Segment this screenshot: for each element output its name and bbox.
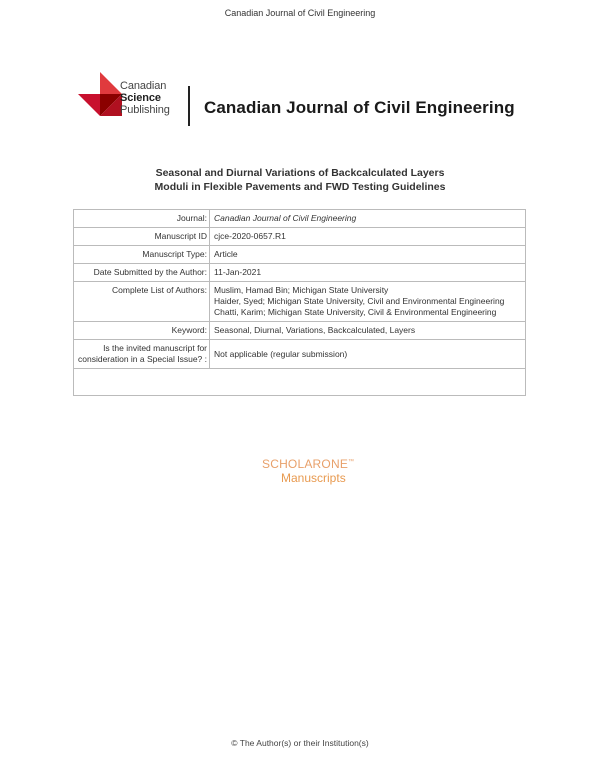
paper-title: Seasonal and Diurnal Variations of Backcalculated Layers Moduli in Flexible Pavements and FWD Testing Guidelines <box>154 167 446 193</box>
table-row <box>74 228 526 246</box>
csp-logo-icon <box>78 72 122 124</box>
date-submitted-label: Date Submitted by the Author: <box>74 264 210 282</box>
journal-title: Canadian Journal of Civil Engineering <box>204 98 515 117</box>
keyword-label: Keyword: <box>74 322 210 340</box>
journal-label: Journal: <box>74 210 210 228</box>
running-head: Canadian Journal of Civil Engineering <box>224 8 376 18</box>
scholarone-logo: SCHOLARONE™ Manuscripts <box>262 457 355 485</box>
authors-label: Complete List of Authors: <box>74 282 210 322</box>
special-issue-label: Is the invited manuscript for consideration in a Special Issue? : <box>74 340 210 369</box>
journal-banner <box>78 72 538 128</box>
banner-divider <box>188 86 190 126</box>
manuscript-id-value: cjce-2020-0657.R1 <box>210 228 526 246</box>
publisher-logo-text: Canadian Science Publishing <box>120 80 170 116</box>
date-submitted-value: 11-Jan-2021 <box>210 264 526 282</box>
authors-value <box>210 282 526 322</box>
manuscript-type-label: Manuscript Type: <box>74 246 210 264</box>
author-entry: Haider, Syed; Michigan State University, Civil and Environmental Engineering <box>214 296 505 306</box>
special-issue-value: Not applicable (regular submission) <box>210 340 526 369</box>
table-row <box>74 264 526 282</box>
author-entry: Chatti, Karim; Michigan State University, Civil & Environmental Engineering <box>214 307 497 317</box>
table-row <box>74 322 526 340</box>
journal-value: Canadian Journal of Civil Engineering <box>210 210 526 228</box>
table-row <box>74 340 526 369</box>
manuscript-id-label: Manuscript ID <box>74 228 210 246</box>
author-entry: Muslim, Hamad Bin; Michigan State University <box>214 285 389 295</box>
table-row <box>74 210 526 228</box>
copyright-footer: © The Author(s) or their Institution(s) <box>231 738 369 748</box>
manuscript-metadata-table <box>73 209 526 396</box>
manuscript-type-value: Article <box>210 246 526 264</box>
table-row <box>74 282 526 322</box>
keyword-value: Seasonal, Diurnal, Variations, Backcalculated, Layers <box>210 322 526 340</box>
table-row <box>74 369 526 396</box>
table-row <box>74 246 526 264</box>
empty-row-cell <box>74 369 526 396</box>
